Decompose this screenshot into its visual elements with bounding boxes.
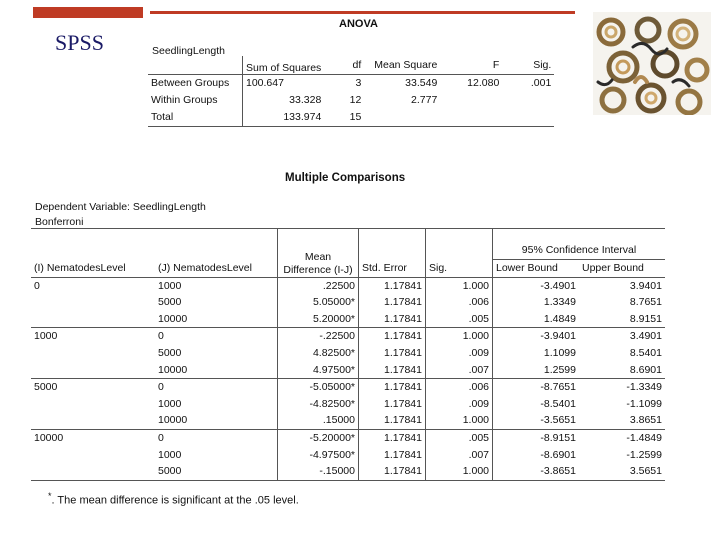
anova-header-df: df — [352, 59, 362, 71]
mc-std-error: 1.17841 — [359, 345, 426, 362]
mc-upper: -1.2599 — [626, 448, 662, 461]
anova-header-ms: Mean Square — [374, 59, 438, 71]
nematode-coil-5 — [653, 52, 677, 76]
anova-cell-ss: 100.647 — [243, 75, 325, 93]
mc-j-level: 10000 — [158, 312, 188, 325]
mc-sig: .009 — [426, 345, 493, 362]
mc-upper: 8.6901 — [629, 363, 662, 376]
mc-upper: 8.7651 — [629, 296, 662, 309]
mc-header-j: (J) NematodesLevel — [158, 262, 252, 274]
mc-sig: .007 — [426, 447, 493, 464]
mc-header-ci: 95% Confidence Interval — [493, 229, 666, 260]
anova-cell-df: 12 — [349, 94, 362, 106]
anova-cell-f — [440, 92, 502, 109]
mc-sig: 1.000 — [426, 277, 493, 294]
mc-j-level: 5000 — [158, 296, 182, 309]
mc-group-2 — [31, 379, 665, 430]
mc-mean-diff: -.15000 — [278, 463, 359, 480]
mc-dependent-label: Dependent Variable: SeedlingLength — [35, 201, 206, 213]
mc-std-error: 1.17841 — [359, 362, 426, 379]
mc-mean-diff: -5.05000* — [278, 379, 359, 396]
nematode-coil-1 — [599, 20, 623, 44]
mc-lower: 1.1099 — [493, 345, 580, 362]
mc-j-level: 0 — [158, 381, 164, 394]
mc-lower: -3.9401 — [493, 328, 580, 345]
mc-header-upper: Upper Bound — [582, 262, 644, 274]
mc-std-error: 1.17841 — [359, 311, 426, 328]
mc-mean-diff: 5.20000* — [278, 311, 359, 328]
mc-header-std-error: Std. Error — [359, 229, 426, 278]
mc-mean-diff: -4.82500* — [278, 396, 359, 413]
mc-lower: -8.9151 — [493, 429, 580, 446]
mc-upper: 8.5401 — [629, 346, 662, 359]
mc-mean-diff: 4.82500* — [278, 345, 359, 362]
mc-title: Multiple Comparisons — [285, 172, 406, 184]
mc-j-level: 0 — [158, 330, 164, 343]
anova-cell-ss: 133.974 — [243, 109, 325, 127]
anova-table — [148, 56, 554, 127]
mc-sig: .006 — [426, 294, 493, 311]
mc-header-sig: Sig. — [426, 229, 493, 278]
mc-mean-diff: 4.97500* — [278, 362, 359, 379]
mc-std-error: 1.17841 — [359, 429, 426, 446]
anova-dependent-label: SeedlingLength — [152, 45, 225, 57]
mc-sig: .006 — [426, 379, 493, 396]
anova-header-blank — [148, 56, 243, 75]
mc-lower: -8.7651 — [493, 379, 580, 396]
mc-j-level: 0 — [158, 431, 164, 444]
anova-header-ss: Sum of Squares — [243, 56, 325, 75]
mc-lower: -3.4901 — [493, 277, 580, 294]
mc-group-1 — [31, 328, 665, 379]
mc-upper: -1.4849 — [626, 431, 662, 444]
footnote-mark: * — [48, 491, 52, 501]
nematode-coil-6 — [687, 60, 707, 80]
mc-lower: -8.5401 — [493, 396, 580, 413]
mc-mean-diff: .22500 — [278, 277, 359, 294]
anova-cell-sig: .001 — [530, 77, 552, 89]
anova-title: ANOVA — [339, 18, 378, 30]
anova-row-label: Within Groups — [151, 94, 218, 106]
anova-cell-ms — [364, 109, 440, 127]
mc-mean-diff: -.22500 — [278, 328, 359, 345]
mc-lower: 1.4849 — [493, 311, 580, 328]
mc-std-error: 1.17841 — [359, 412, 426, 429]
mc-lower: -3.5651 — [493, 412, 580, 429]
mc-header-i: (I) NematodesLevel — [34, 262, 126, 274]
mc-std-error: 1.17841 — [359, 396, 426, 413]
mc-sig: 1.000 — [426, 412, 493, 429]
mc-lower: -8.6901 — [493, 447, 580, 464]
mc-footnote — [48, 491, 299, 507]
mc-sig: .005 — [426, 429, 493, 446]
anova-row-label: Total — [151, 111, 174, 123]
mc-upper: 3.8651 — [629, 414, 662, 427]
mc-upper: 3.5651 — [629, 465, 662, 478]
mc-std-error: 1.17841 — [359, 447, 426, 464]
anova-cell-sig — [502, 92, 554, 109]
mc-upper: -1.1099 — [626, 397, 662, 410]
mc-j-level: 10000 — [158, 414, 188, 427]
mc-lower: 1.3349 — [493, 294, 580, 311]
anova-row-label: Between Groups — [151, 77, 230, 89]
mc-i-level: 10000 — [34, 431, 64, 444]
mc-i-level: 1000 — [34, 330, 58, 343]
nematodes-photo — [593, 12, 711, 115]
slide-title: SPSS — [55, 30, 104, 55]
mc-sig: .009 — [426, 396, 493, 413]
mc-std-error: 1.17841 — [359, 379, 426, 396]
anova-cell-ss: 33.328 — [243, 92, 325, 109]
mc-j-level: 1000 — [158, 397, 182, 410]
anova-header-f: F — [492, 59, 500, 71]
anova-cell-f: 12.080 — [467, 77, 500, 89]
mc-lower: 1.2599 — [493, 362, 580, 379]
nematode-coil-2 — [637, 19, 659, 41]
mc-j-level: 10000 — [158, 363, 188, 376]
mc-lower: -3.8651 — [493, 463, 580, 480]
mc-method-label: Bonferroni — [35, 216, 84, 228]
mc-header-lower: Lower Bound — [493, 260, 580, 278]
mc-std-error: 1.17841 — [359, 463, 426, 480]
mc-j-level: 5000 — [158, 346, 182, 359]
anova-header-sig: Sig. — [533, 59, 552, 71]
mc-sig: 1.000 — [426, 463, 493, 480]
mc-group-0 — [31, 277, 665, 328]
nematode-coil-7 — [602, 89, 624, 111]
mc-upper: 8.9151 — [629, 312, 662, 325]
nematode-coil-4 — [609, 53, 637, 81]
mc-header-mean-diff: Mean Difference (I-J) — [278, 229, 359, 278]
mc-j-level: 1000 — [158, 279, 182, 292]
anova-cell-df: 3 — [355, 77, 362, 89]
mc-upper: 3.4901 — [629, 330, 662, 343]
mc-mean-diff: -4.97500* — [278, 447, 359, 464]
anova-cell-df: 15 — [349, 111, 362, 123]
nematode-coil-9 — [678, 91, 700, 113]
mc-sig: .007 — [426, 362, 493, 379]
mc-std-error: 1.17841 — [359, 277, 426, 294]
accent-bar-left — [33, 7, 143, 18]
accent-bar-top — [150, 11, 575, 14]
mc-upper: 3.9401 — [629, 279, 662, 292]
mc-table — [31, 228, 665, 481]
anova-cell-ms: 33.549 — [405, 77, 438, 89]
mc-sig: .005 — [426, 311, 493, 328]
mc-std-error: 1.17841 — [359, 328, 426, 345]
anova-cell-f — [440, 109, 502, 127]
mc-sig: 1.000 — [426, 328, 493, 345]
mc-std-error: 1.17841 — [359, 294, 426, 311]
mc-i-level: 5000 — [34, 381, 58, 394]
mc-mean-diff: -5.20000* — [278, 429, 359, 446]
footnote-text: . The mean difference is significant at the .05 level. — [51, 494, 299, 507]
nematode-coil-3 — [670, 21, 696, 47]
mc-mean-diff: 5.05000* — [278, 294, 359, 311]
mc-j-level: 5000 — [158, 465, 182, 478]
mc-i-level: 0 — [34, 279, 40, 292]
anova-cell-ms: 2.777 — [411, 94, 438, 106]
mc-mean-diff: .15000 — [278, 412, 359, 429]
mc-upper: -1.3349 — [626, 381, 662, 394]
mc-j-level: 1000 — [158, 448, 182, 461]
mc-group-3 — [31, 429, 665, 480]
anova-cell-sig — [502, 109, 554, 127]
nematode-coil-8 — [638, 85, 664, 111]
